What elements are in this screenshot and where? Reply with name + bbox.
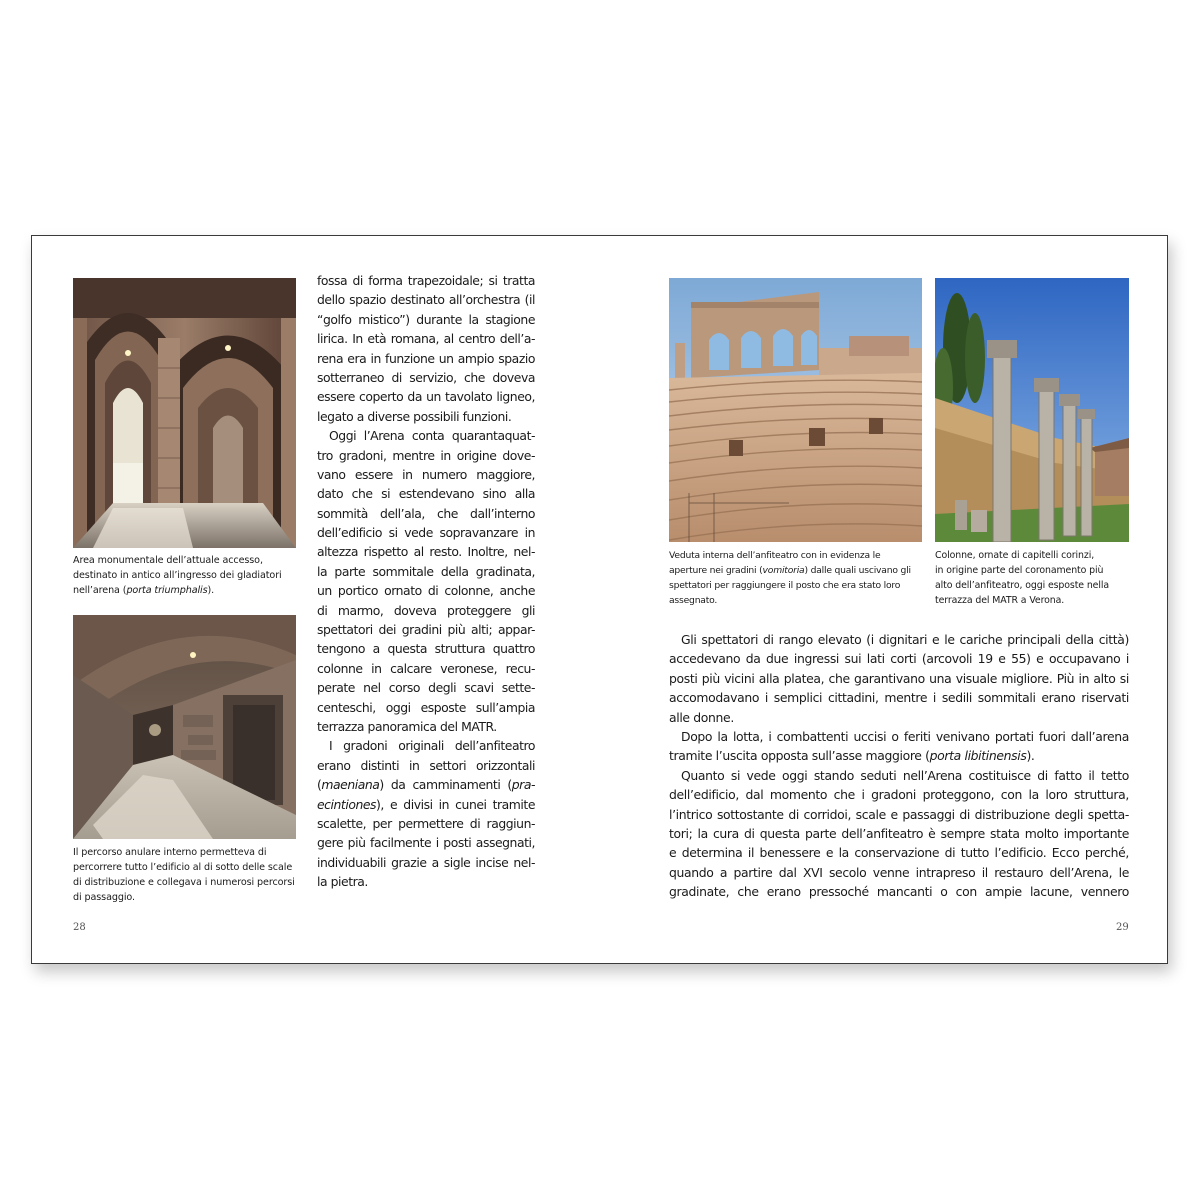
body-line: individuabili grazie a sigle incise nel- [317,854,535,870]
body-line: I gradoni originali dell’anfiteatro [329,738,535,754]
left-body-text [317,271,535,892]
body-line: accomodavano i semplici cittadini, mentre i sedili sommitali erano riservati [669,690,1129,706]
figure2-caption [73,845,308,905]
figure2-caption-line: di passaggio. [73,892,135,903]
body-line: Oggi l’Arena conta quarantaquat- [329,428,535,444]
photo-porta-triumphalis [73,278,296,548]
body-line: “golfo mistico”) durante la stagione [317,311,535,327]
body-line: erano distinti in settori orizzontali [317,757,535,773]
figure3-caption [669,548,931,608]
photo-annular-corridor [73,615,296,839]
body-line: centeschi, oggi esposte sull’ampia [317,699,535,715]
book-spread [31,235,1168,964]
body-line: scalette, per permettere di raggiun- [317,815,535,831]
figure4-caption-line: alto dell’anfiteatro, oggi esposte nella [935,580,1109,591]
body-line: (maeniana) da camminamenti (pra- [317,777,535,793]
figure2-caption-line: percorrere tutto l’edificio al di sotto delle scale [73,862,293,873]
body-line: sotterraneo di servizio, che doveva [317,369,535,385]
page-number-right: 29 [1116,922,1129,933]
body-line: altezza rispetto al resto. Inoltre, nel- [317,544,535,560]
body-line: sommità dell’ala, che dall’interno [317,505,535,521]
figure4-caption [935,548,1129,608]
body-line: di marmo, doveva proteggere gli [317,602,535,618]
photo-arena-interior [669,278,922,542]
body-line: ecintiones), e divisi in cunei tramite [317,796,535,812]
figure4-caption-line: Colonne, ornate di capitelli corinzi, [935,550,1095,561]
body-line: gere più facilmente i posti assegnati, [317,835,535,851]
body-line: posti più vicini alla platea, che garantivano una visuale migliore. Più in alto si [669,670,1129,686]
body-line: accedevano da due ingressi sui lati corti (arcovoli 19 e 55) e occupavano i [669,651,1129,667]
body-line: Dopo la lotta, i combattenti uccisi o feriti venivano portati fuori dall’arena [681,728,1129,744]
figure3-caption-line: assegnato. [669,595,718,606]
body-line: l’intrico sottostante di corridoi, scale e passaggi di distribuzione degli spetta- [669,806,1129,822]
figure1-caption [73,553,308,598]
figure1-caption-line: Area monumentale dell’attuale accesso, [73,555,263,566]
figure3-caption-line: Veduta interna dell’anfiteatro con in evidenza le [669,550,881,561]
body-line: colonne in calcare veronese, recu- [317,660,535,676]
body-line: dell’edificio si vede sopravanzare in [317,525,535,541]
figure2-caption-line: di distribuzione e collegava i numerosi percorsi [73,877,295,888]
figure4-caption-line: in origine parte del coronamento più [935,565,1104,576]
body-line: tramite l’uscita opposta sull’asse maggiore (porta libitinensis). [669,748,1035,764]
body-line: gradinate, che erano pressoché mancanti o con ampie lacune, vennero [669,884,1129,900]
figure1-caption-line: nell’arena (porta triumphalis). [73,585,215,596]
right-body-text [669,630,1129,901]
body-line: rena era in funzione un ampio spazio [317,350,535,366]
body-line: Gli spettatori di rango elevato (i dignitari e le cariche principali della città) [681,632,1129,647]
body-line: Quanto si vede oggi stando seduti nell’Arena costituisce di fatto il tetto [681,767,1129,783]
body-line: tori; la cura di questa parte dell’anfiteatro è sempre stata molto importante [669,825,1129,841]
body-line: alle donne. [669,709,734,725]
body-line: fossa di forma trapezoidale; si tratta [317,273,535,288]
figure1-caption-line: destinato in antico all’ingresso dei gladiatori [73,570,282,581]
figure3-caption-line: aperture nei gradini (vomitoria) dalle quali uscivano gli [669,565,911,576]
page-number-left: 28 [73,922,86,933]
body-line: dello spazio destinato all’orchestra (il [317,292,535,308]
body-line: e determina il benessere e la conservazione di tutto l’edificio. Ecco perché, [669,845,1129,861]
figure3-caption-line: spettatori per raggiungere il posto che era stato loro [669,580,901,591]
body-line: essere coperto da un tavolato ligneo, [317,389,535,405]
body-line: vano essere in numero maggiore, [317,466,535,482]
body-line: terrazza panoramica del MATR. [317,718,497,734]
body-line: tro gradoni, mentre in origine dove- [317,447,535,463]
photo-corinthian-columns [935,278,1129,542]
figure2-caption-line: Il percorso anulare interno permetteva di [73,847,267,858]
body-line: legato a diverse possibili funzioni. [317,408,512,424]
body-line: la pietra. [317,874,368,890]
figure4-caption-line: terrazza del MATR a Verona. [935,595,1065,606]
body-line: tengono a questa struttura quattro [317,641,535,657]
body-line: spettatori dei gradini più alti; appar- [317,622,535,638]
body-line: quando a partire dal XVI secolo venne intrapreso il restauro dell’Arena, le [669,864,1129,880]
body-line: la parte sommitale della gradinata, [317,563,535,579]
body-line: lirica. In età romana, al centro dell’a- [317,331,535,347]
body-line: un portico ornato di colonne, anche [317,583,535,599]
body-line: perate nel corso degli scavi sette- [317,680,535,696]
body-line: dell’edificio, dal momento che i gradoni proteggono, con la loro struttura, [669,787,1129,803]
body-line: dato che si estendevano sino alla [317,486,535,502]
